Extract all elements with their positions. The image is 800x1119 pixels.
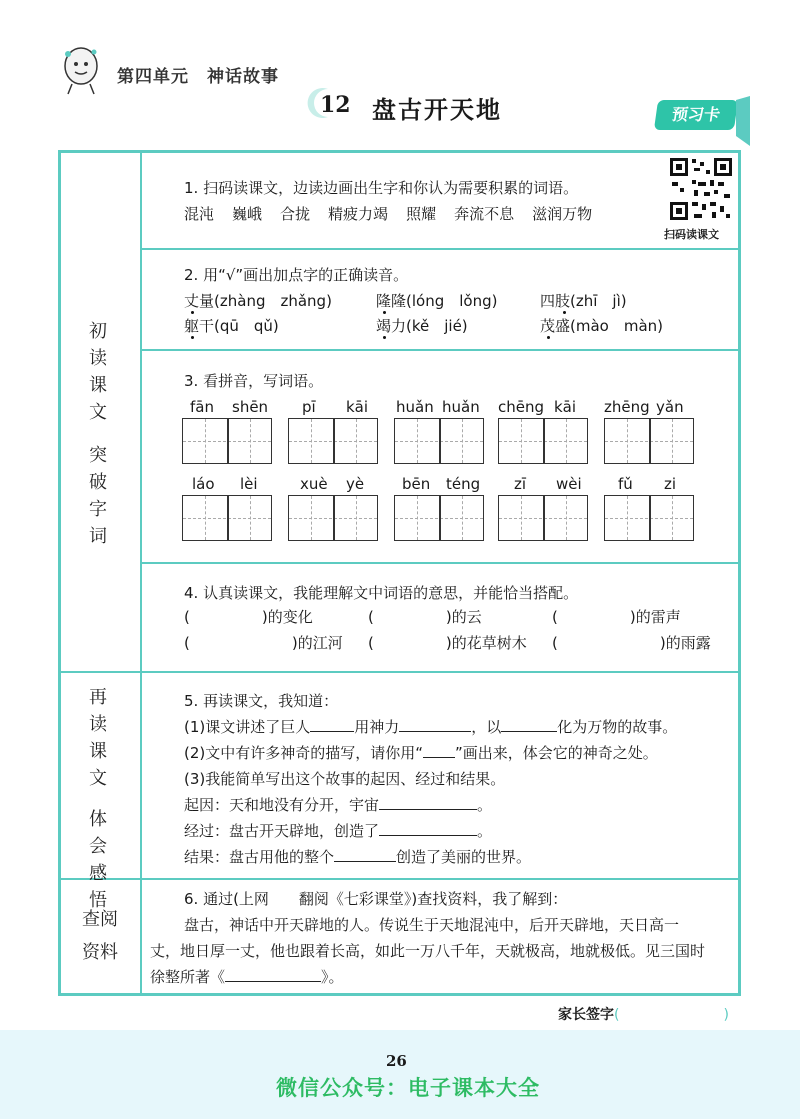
row-divider xyxy=(140,562,741,564)
side-label-second-reading: 再 读 课 文 体 会 感 悟 xyxy=(89,687,107,911)
unit-theme: 神话故事 xyxy=(207,67,279,87)
pinyin-label: wèi xyxy=(556,475,582,493)
preview-card-tag: 预习卡 xyxy=(654,100,738,130)
pinyin-label: zi xyxy=(664,475,677,493)
vocab-word: 巍峨 xyxy=(232,205,263,223)
writing-grid[interactable] xyxy=(182,495,272,541)
mark-symbol-blank xyxy=(423,757,455,758)
q5-line-2: (2)文中有许多神奇的描写，请你用“ ”画出来，体会它的神奇之处。 xyxy=(184,744,658,762)
q1-prompt: 1. 扫码读课文，边读边画出生字和你认为需要积累的词语。 xyxy=(184,179,579,197)
emphasis-dot xyxy=(547,336,550,339)
pinyin-label: téng xyxy=(446,475,481,493)
emphasis-dot xyxy=(383,311,386,314)
vocab-word: 滋润万物 xyxy=(532,205,593,223)
pinyin-label: kāi xyxy=(346,398,369,416)
writing-grid[interactable] xyxy=(498,418,588,464)
writing-grid[interactable] xyxy=(288,418,378,464)
q2-item: 躯干(qū qǔ) xyxy=(184,317,279,335)
q4-prompt: 4. 认真读课文，我能理解文中词语的意思，并能恰当搭配。 xyxy=(184,584,579,602)
answer-blank[interactable] xyxy=(225,981,321,982)
q5-result: 结果：盘古用他的整个 创造了美丽的世界。 xyxy=(184,848,532,866)
writing-grid[interactable] xyxy=(394,495,484,541)
emphasis-dot xyxy=(383,336,386,339)
q2-item: 四肢(zhī jì) xyxy=(540,292,627,310)
q4-match-item[interactable]: ( )的变化 xyxy=(184,608,313,626)
q2-item: 竭力(kě jié) xyxy=(376,317,468,335)
q4-match-item[interactable]: ( )的雷声 xyxy=(552,608,681,626)
q6-text: 丈，地日厚一丈，他也跟着长高，如此一万八千年，天就极高，地就极低。见三国时 xyxy=(150,942,706,960)
q2-item: 茂盛(mào màn) xyxy=(540,317,664,335)
pinyin-label: huǎn xyxy=(442,398,480,416)
vocab-word: 奔流不息 xyxy=(454,205,515,223)
q5-line-3: (3)我能简单写出这个故事的起因、经过和结果。 xyxy=(184,770,506,788)
pinyin-label: chēng xyxy=(498,398,545,416)
pinyin-label: shēn xyxy=(232,398,269,416)
pinyin-label: yǎn xyxy=(656,398,684,416)
lesson-title: 盘古开天地 xyxy=(372,96,502,124)
answer-blank[interactable] xyxy=(310,731,354,732)
pinyin-label: fān xyxy=(190,398,214,416)
answer-blank[interactable] xyxy=(379,809,477,810)
writing-grid[interactable] xyxy=(498,495,588,541)
q5-cause: 起因：天和地没有分开，宇宙 。 xyxy=(184,796,493,814)
qr-caption: 扫码读课文 xyxy=(664,228,719,241)
q5-line-1: (1)课文讲述了巨人 用神力 ，以 化为万物的故事。 xyxy=(184,718,678,736)
pinyin-label: lèi xyxy=(240,475,258,493)
row-divider xyxy=(140,349,741,351)
q2-item: 丈量(zhàng zhǎng) xyxy=(184,292,332,310)
emphasis-dot xyxy=(191,336,194,339)
unit-label: 第四单元 xyxy=(117,67,189,87)
writing-grid[interactable] xyxy=(288,495,378,541)
q4-match-item[interactable]: ( )的花草树木 xyxy=(368,634,527,652)
section-divider xyxy=(58,671,741,673)
vocab-word: 合拢 xyxy=(280,205,311,223)
answer-blank[interactable] xyxy=(379,835,477,836)
vocab-word: 照耀 xyxy=(406,205,437,223)
q4-match-item[interactable]: ( )的江河 xyxy=(184,634,343,652)
page-number: 26 xyxy=(386,1052,407,1070)
pinyin-label: fǔ xyxy=(618,475,633,493)
vocab-word: 混沌 xyxy=(184,205,215,223)
q1-word-list xyxy=(184,203,592,224)
pinyin-label: kāi xyxy=(554,398,577,416)
qr-code-icon[interactable] xyxy=(668,156,734,222)
pinyin-label: zī xyxy=(514,475,527,493)
q5-process: 经过：盘古开天辟地，创造了 。 xyxy=(184,822,493,840)
column-divider xyxy=(140,150,142,996)
pinyin-label: xuè xyxy=(300,475,328,493)
pinyin-label: pī xyxy=(302,398,316,416)
writing-grid[interactable] xyxy=(604,418,694,464)
writing-grid[interactable] xyxy=(394,418,484,464)
parent-signature[interactable]: 家长签字( ) xyxy=(558,1007,729,1023)
q4-match-item[interactable]: ( )的云 xyxy=(368,608,482,626)
answer-blank[interactable] xyxy=(501,731,557,732)
pinyin-label: zhēng xyxy=(604,398,650,416)
q5-prompt: 5. 再读课文，我知道： xyxy=(184,692,339,710)
q3-prompt: 3. 看拼音，写词语。 xyxy=(184,372,324,390)
q6-text-source: 徐整所著《 》。 xyxy=(150,968,344,986)
q2-prompt: 2. 用“√”画出加点字的正确读音。 xyxy=(184,266,409,284)
unit-heading xyxy=(117,62,297,87)
pinyin-label: huǎn xyxy=(396,398,434,416)
mascot-icon xyxy=(58,44,104,96)
side-label-research: 查阅 资料 xyxy=(82,909,118,963)
answer-blank[interactable] xyxy=(399,731,471,732)
pinyin-label: yè xyxy=(346,475,365,493)
answer-blank[interactable] xyxy=(334,861,396,862)
pinyin-label: láo xyxy=(192,475,215,493)
side-label-first-reading: 初 读 课 文 突 破 字 词 xyxy=(89,321,107,547)
q6-text: 盘古，神话中开天辟地的人。传说生于天地混沌中，后开天辟地，天日高一 xyxy=(184,916,680,934)
writing-grid[interactable] xyxy=(604,495,694,541)
vocab-word: 精疲力竭 xyxy=(328,205,389,223)
q6-prompt: 6. 通过(上网 翻阅《七彩课堂》)查找资料，我了解到： xyxy=(184,890,568,908)
q2-item: 隆隆(lóng lǒng) xyxy=(376,292,498,310)
q4-match-item[interactable]: ( )的雨露 xyxy=(552,634,711,652)
writing-grid[interactable] xyxy=(182,418,272,464)
lesson-number: 12 xyxy=(320,92,351,118)
emphasis-dot xyxy=(191,311,194,314)
tag-ribbon-icon xyxy=(736,96,750,146)
row-divider xyxy=(140,248,741,250)
wechat-watermark: 微信公众号：电子课本大全 xyxy=(276,1076,540,1100)
pinyin-label: bēn xyxy=(402,475,431,493)
emphasis-dot xyxy=(563,311,566,314)
section-divider xyxy=(58,878,741,880)
